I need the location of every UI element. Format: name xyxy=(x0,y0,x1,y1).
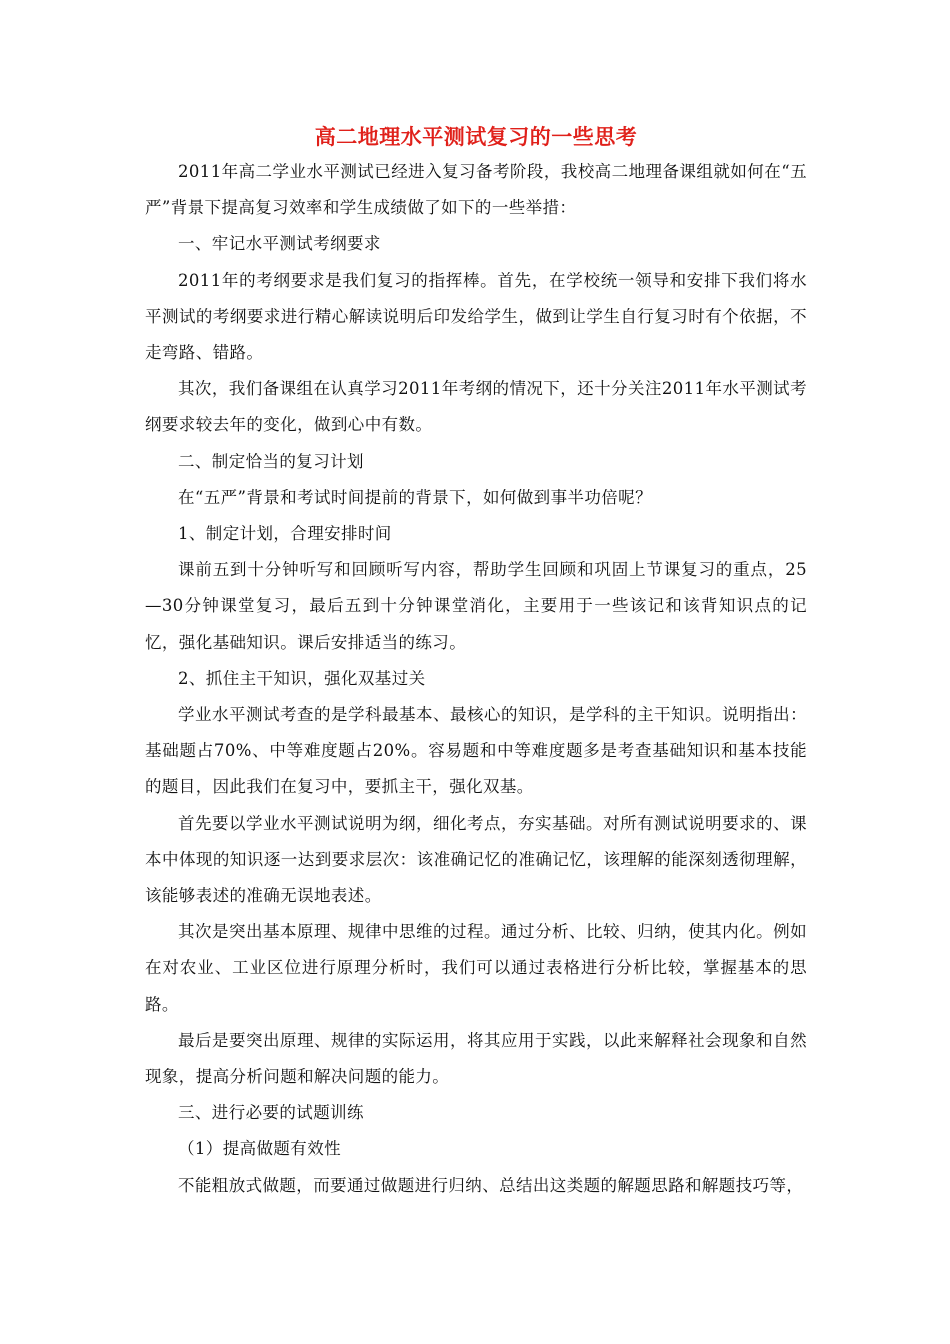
paragraph: 学业水平测试考查的是学科最基本、最核心的知识，是学科的主干知识。说明指出：基础题占70%、中等难度题占20%。容易题和中等难度题多是考查基础知识和基本技能的题目，因此我们在复习中，要抓主干，强化双基。 xyxy=(145,705,807,797)
section-heading-3: 三、进行必要的试题训练 xyxy=(178,1103,364,1123)
subheading: 1、制定计划，合理安排时间 xyxy=(178,524,392,544)
section-heading-1: 一、牢记水平测试考纲要求 xyxy=(178,234,381,254)
document-title: 高二地理水平测试复习的一些思考 xyxy=(314,124,638,149)
paragraph: 其次是突出基本原理、规律中思维的过程。通过分析、比较、归纳，使其内化。例如在对农业、工业区位进行原理分析时，我们可以通过表格进行分析比较，掌握基本的思路。 xyxy=(145,922,807,1014)
paragraph: 最后是要突出原理、规律的实际运用，将其应用于实践，以此来解释社会现象和自然现象，提高分析问题和解决问题的能力。 xyxy=(145,1030,807,1087)
subheading: 2、抓住主干知识，强化双基过关 xyxy=(178,668,426,688)
paragraph: 课前五到十分钟听写和回顾听写内容，帮助学生回顾和巩固上节课复习的重点，25—30分钟课堂复习，最后五到十分钟课堂消化，主要用于一些该记和该背知识点的记忆，强化基础知识。课后安排适当的练习。 xyxy=(145,560,807,652)
document-body xyxy=(145,120,807,1204)
paragraph: 2011年的考纲要求是我们复习的指挥棒。首先，在学校统一领导和安排下我们将水平测试的考纲要求进行精心解读说明后印发给学生，做到让学生自行复习时有个依据，不走弯路、错路。 xyxy=(145,270,807,363)
paragraph: 不能粗放式做题，而要通过做题进行归纳、总结出这类题的解题思路和解题技巧等， xyxy=(178,1175,804,1195)
paragraph: 在“五严”背景和考试时间提前的背景下，如何做到事半功倍呢？ xyxy=(178,487,652,507)
paragraph: 其次，我们备课组在认真学习2011年考纲的情况下，还十分关注2011年水平测试考纲要求较去年的变化，做到心中有数。 xyxy=(145,379,807,435)
subheading: （1）提高做题有效性 xyxy=(178,1139,341,1159)
paragraph: 首先要以学业水平测试说明为纲，细化考点，夯实基础。对所有测试说明要求的、课本中体现的知识逐一达到要求层次：该准确记忆的准确记忆，该理解的能深刻透彻理解，该能够表述的准确无误地表述。 xyxy=(145,813,807,906)
intro-paragraph: 2011年高二学业水平测试已经进入复习备考阶段，我校高二地理备课组就如何在“五严”背景下提高复习效率和学生成绩做了如下的一些举措： xyxy=(145,162,807,218)
section-heading-2: 二、制定恰当的复习计划 xyxy=(178,451,364,471)
